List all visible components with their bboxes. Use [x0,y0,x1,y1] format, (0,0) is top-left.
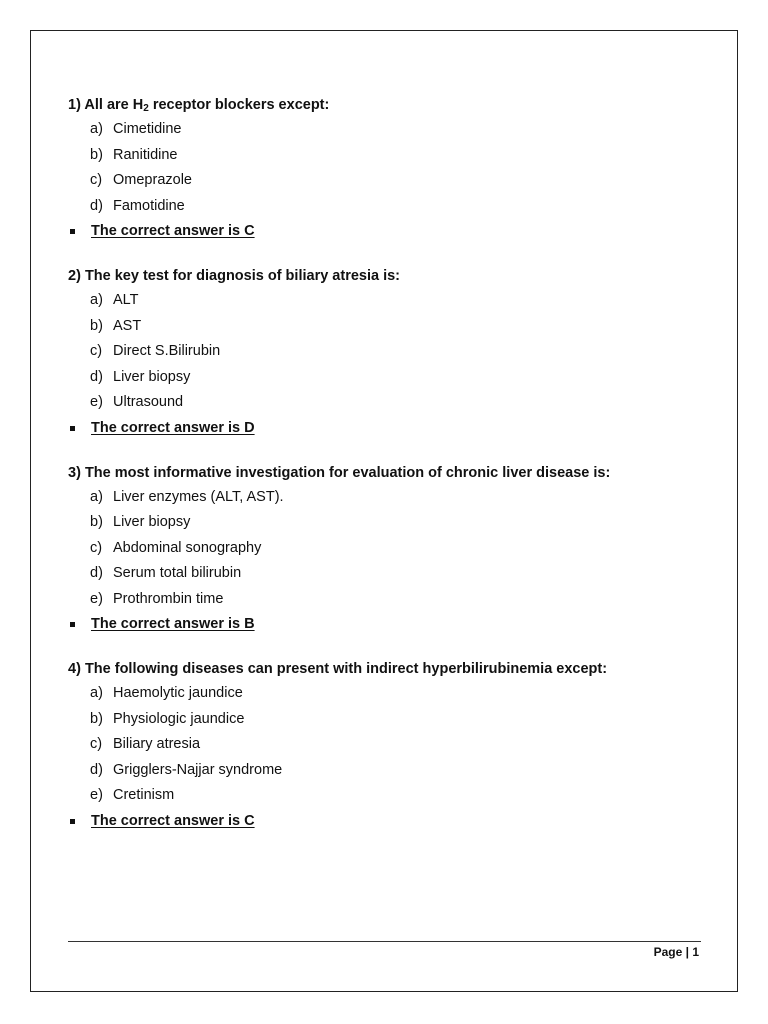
option-item [68,561,708,587]
question-4 [68,659,708,834]
option-item [68,117,708,143]
option-letter: d) [90,197,103,214]
option-item [68,732,708,758]
option-letter: a) [90,121,103,137]
square-bullet-icon [70,819,75,824]
correct-answer: The correct answer is D [91,419,255,436]
option-text: Cimetidine [113,121,182,137]
option-list [68,288,708,416]
subscript: 2 [143,103,149,114]
option-text: Liver biopsy [113,368,191,385]
option-letter: b) [90,146,103,163]
option-letter: e) [90,590,103,607]
question-stem [68,463,708,485]
option-letter: d) [90,761,103,778]
option-text: Prothrombin time [113,590,224,607]
question-text: The following diseases can present with indirect hyperbilirubinemia except: [84,661,608,677]
question-text: The most informative investigation for evaluation of chronic liver disease is: [84,464,611,481]
question-stem [68,659,708,681]
question-stem [68,95,708,117]
footer-divider [68,941,701,942]
answer-line [68,219,708,244]
question-number: 3) [68,464,81,481]
option-text: Abdominal sonography [113,539,262,556]
option-item [68,143,708,169]
option-item [68,536,708,562]
option-item [68,390,708,416]
option-letter: b) [90,514,103,530]
option-text: Liver biopsy [113,514,191,530]
document-page [30,30,738,992]
question-list [68,95,708,856]
option-text: Serum total bilirubin [113,565,242,581]
option-text: ALT [113,292,139,308]
option-letter: c) [90,736,103,752]
option-text: Haemolytic jaundice [113,685,243,701]
question-2 [68,266,708,441]
question-text: The key test for diagnosis of biliary atresia is: [84,268,401,284]
option-text: Omeprazole [113,172,192,188]
option-item [68,783,708,809]
option-item [68,681,708,707]
correct-answer: The correct answer is B [91,616,255,632]
square-bullet-icon [70,622,75,627]
option-text: Cretinism [113,787,175,803]
option-text: Direct S.Bilirubin [113,343,221,359]
option-letter: a) [90,488,103,505]
option-letter: c) [90,539,103,556]
option-letter: c) [90,343,103,359]
option-list [68,485,708,613]
option-text: Grigglers-Najjar syndrome [113,761,283,778]
question-text-continued: receptor blockers except: [148,97,330,113]
square-bullet-icon [70,426,75,431]
option-item [68,510,708,536]
question-number: 4) [68,661,81,677]
option-item [68,339,708,365]
option-item [68,194,708,220]
correct-answer: The correct answer is C [91,223,255,239]
option-item [68,288,708,314]
option-text: Biliary atresia [113,736,201,752]
page-number: Page | 1 [653,945,699,959]
option-item [68,707,708,733]
option-item [68,365,708,391]
question-text: All are H [84,97,144,113]
option-text: Ultrasound [113,394,184,410]
answer-line [68,416,708,441]
option-item [68,168,708,194]
question-3 [68,463,708,638]
option-letter: b) [90,710,103,727]
option-item [68,485,708,511]
correct-answer: The correct answer is C [91,812,255,829]
question-stem [68,266,708,288]
option-text: Ranitidine [113,146,178,163]
question-number: 2) [68,268,81,284]
option-letter: c) [90,172,103,188]
option-item [68,314,708,340]
answer-line [68,809,708,834]
question-number: 1) [68,97,81,113]
square-bullet-icon [70,229,75,234]
option-item [68,587,708,613]
option-list [68,117,708,219]
option-text: Physiologic jaundice [113,710,245,727]
option-letter: d) [90,368,103,385]
answer-line [68,612,708,637]
option-letter: a) [90,292,103,308]
option-letter: b) [90,317,103,334]
option-text: Famotidine [113,197,185,214]
option-letter: e) [90,787,103,803]
question-1 [68,95,708,244]
option-list [68,681,708,809]
option-item [68,758,708,784]
option-text: AST [113,317,142,334]
option-letter: a) [90,685,103,701]
option-text: Liver enzymes (ALT, AST). [113,488,284,505]
option-letter: d) [90,565,103,581]
option-letter: e) [90,394,103,410]
